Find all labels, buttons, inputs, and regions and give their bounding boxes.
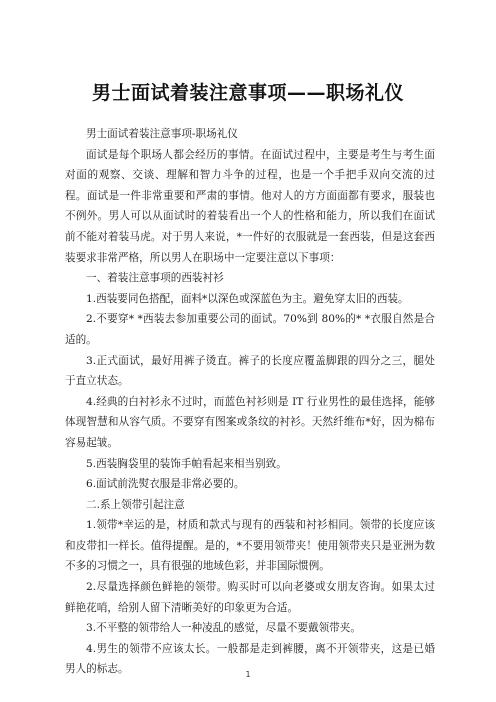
list-item: 1.西装要同色搭配，面料*以深色或深蓝色为主。避免穿太旧的西装。 — [86, 292, 409, 305]
list-item: 5.西装胸袋里的装饰手帕看起来相当别致。 — [86, 457, 287, 470]
list-item: 1.领带*幸运的是，材质和款式与现有的西装和衬衫相同。领带的长度应该和皮带扣一样长。值得提醒。是的，*不要用领带夹！使用领带夹只是亚洲为数不多的习惯之一，具有很强的地域色彩，并非国际惯例。 — [65, 519, 435, 573]
subtitle-paragraph: 男士面试着装注意事项-职场礼仪 — [86, 128, 238, 140]
intro-paragraph: 面试是每个职场人都会经历的事情。在面试过程中，主要是考生与考生面对面的观察、交谈、理解和智力斗争的过程，也是一个手把手双向交流的过程。面试是一件非常重要和严肃的事情。他对人的方方面面都有要求，服装也不例外。男人可以从面试时的着装看出一个人的性格和能力，所以我们在面试前不能对着装马虎。对于男人来说，*一件好的衣服就是一套西装，但是这套西装要求非常严格，所以男人在职场中一定要注意以下事项： — [65, 148, 435, 264]
list-item: 3.正式面试，最好用裤子烫直。裤子的长度应覆盖脚跟的四分之三，腿处于直立状态。 — [65, 354, 435, 388]
section-heading-suit: 一、着装注意事项的西装衬衫 — [86, 272, 224, 285]
list-item: 2.不要穿* *西装去参加重要公司的面试。70%到 80%的* *衣服自然是合适的。 — [65, 313, 435, 346]
list-item: 2.尽量选择颜色鲜艳的领带。购买时可以向老婆或女朋友咨询。如果太过鲜艳花哨，给别人留下清晰美好的印象更为合适。 — [65, 581, 435, 614]
document-title: 男士面试着装注意事项——职场礼仪 — [91, 82, 404, 104]
list-item: 4.经典的白衬衫永不过时，而蓝色衬衫则是 IT 行业男性的最佳选择，能够体现智慧和从容气质。不要穿有图案或条纹的衬衫。天然纤维布*好，因为棉布容易起皱。 — [65, 395, 435, 449]
document-body — [65, 124, 435, 680]
section-heading-tie: 二.系上领带引起注意 — [86, 498, 185, 511]
list-item: 3.不平整的领带给人一种凌乱的感觉，尽量不要戴领带夹。 — [86, 622, 361, 635]
list-item: 4.男生的领带不应该太长。一般都是走到裤腰，离不开领带夹，这是已婚男人的标志。 — [65, 642, 435, 676]
list-item: 6.面试前洗熨衣服是非常必要的。 — [86, 478, 245, 491]
page-number: 1 — [245, 670, 251, 679]
